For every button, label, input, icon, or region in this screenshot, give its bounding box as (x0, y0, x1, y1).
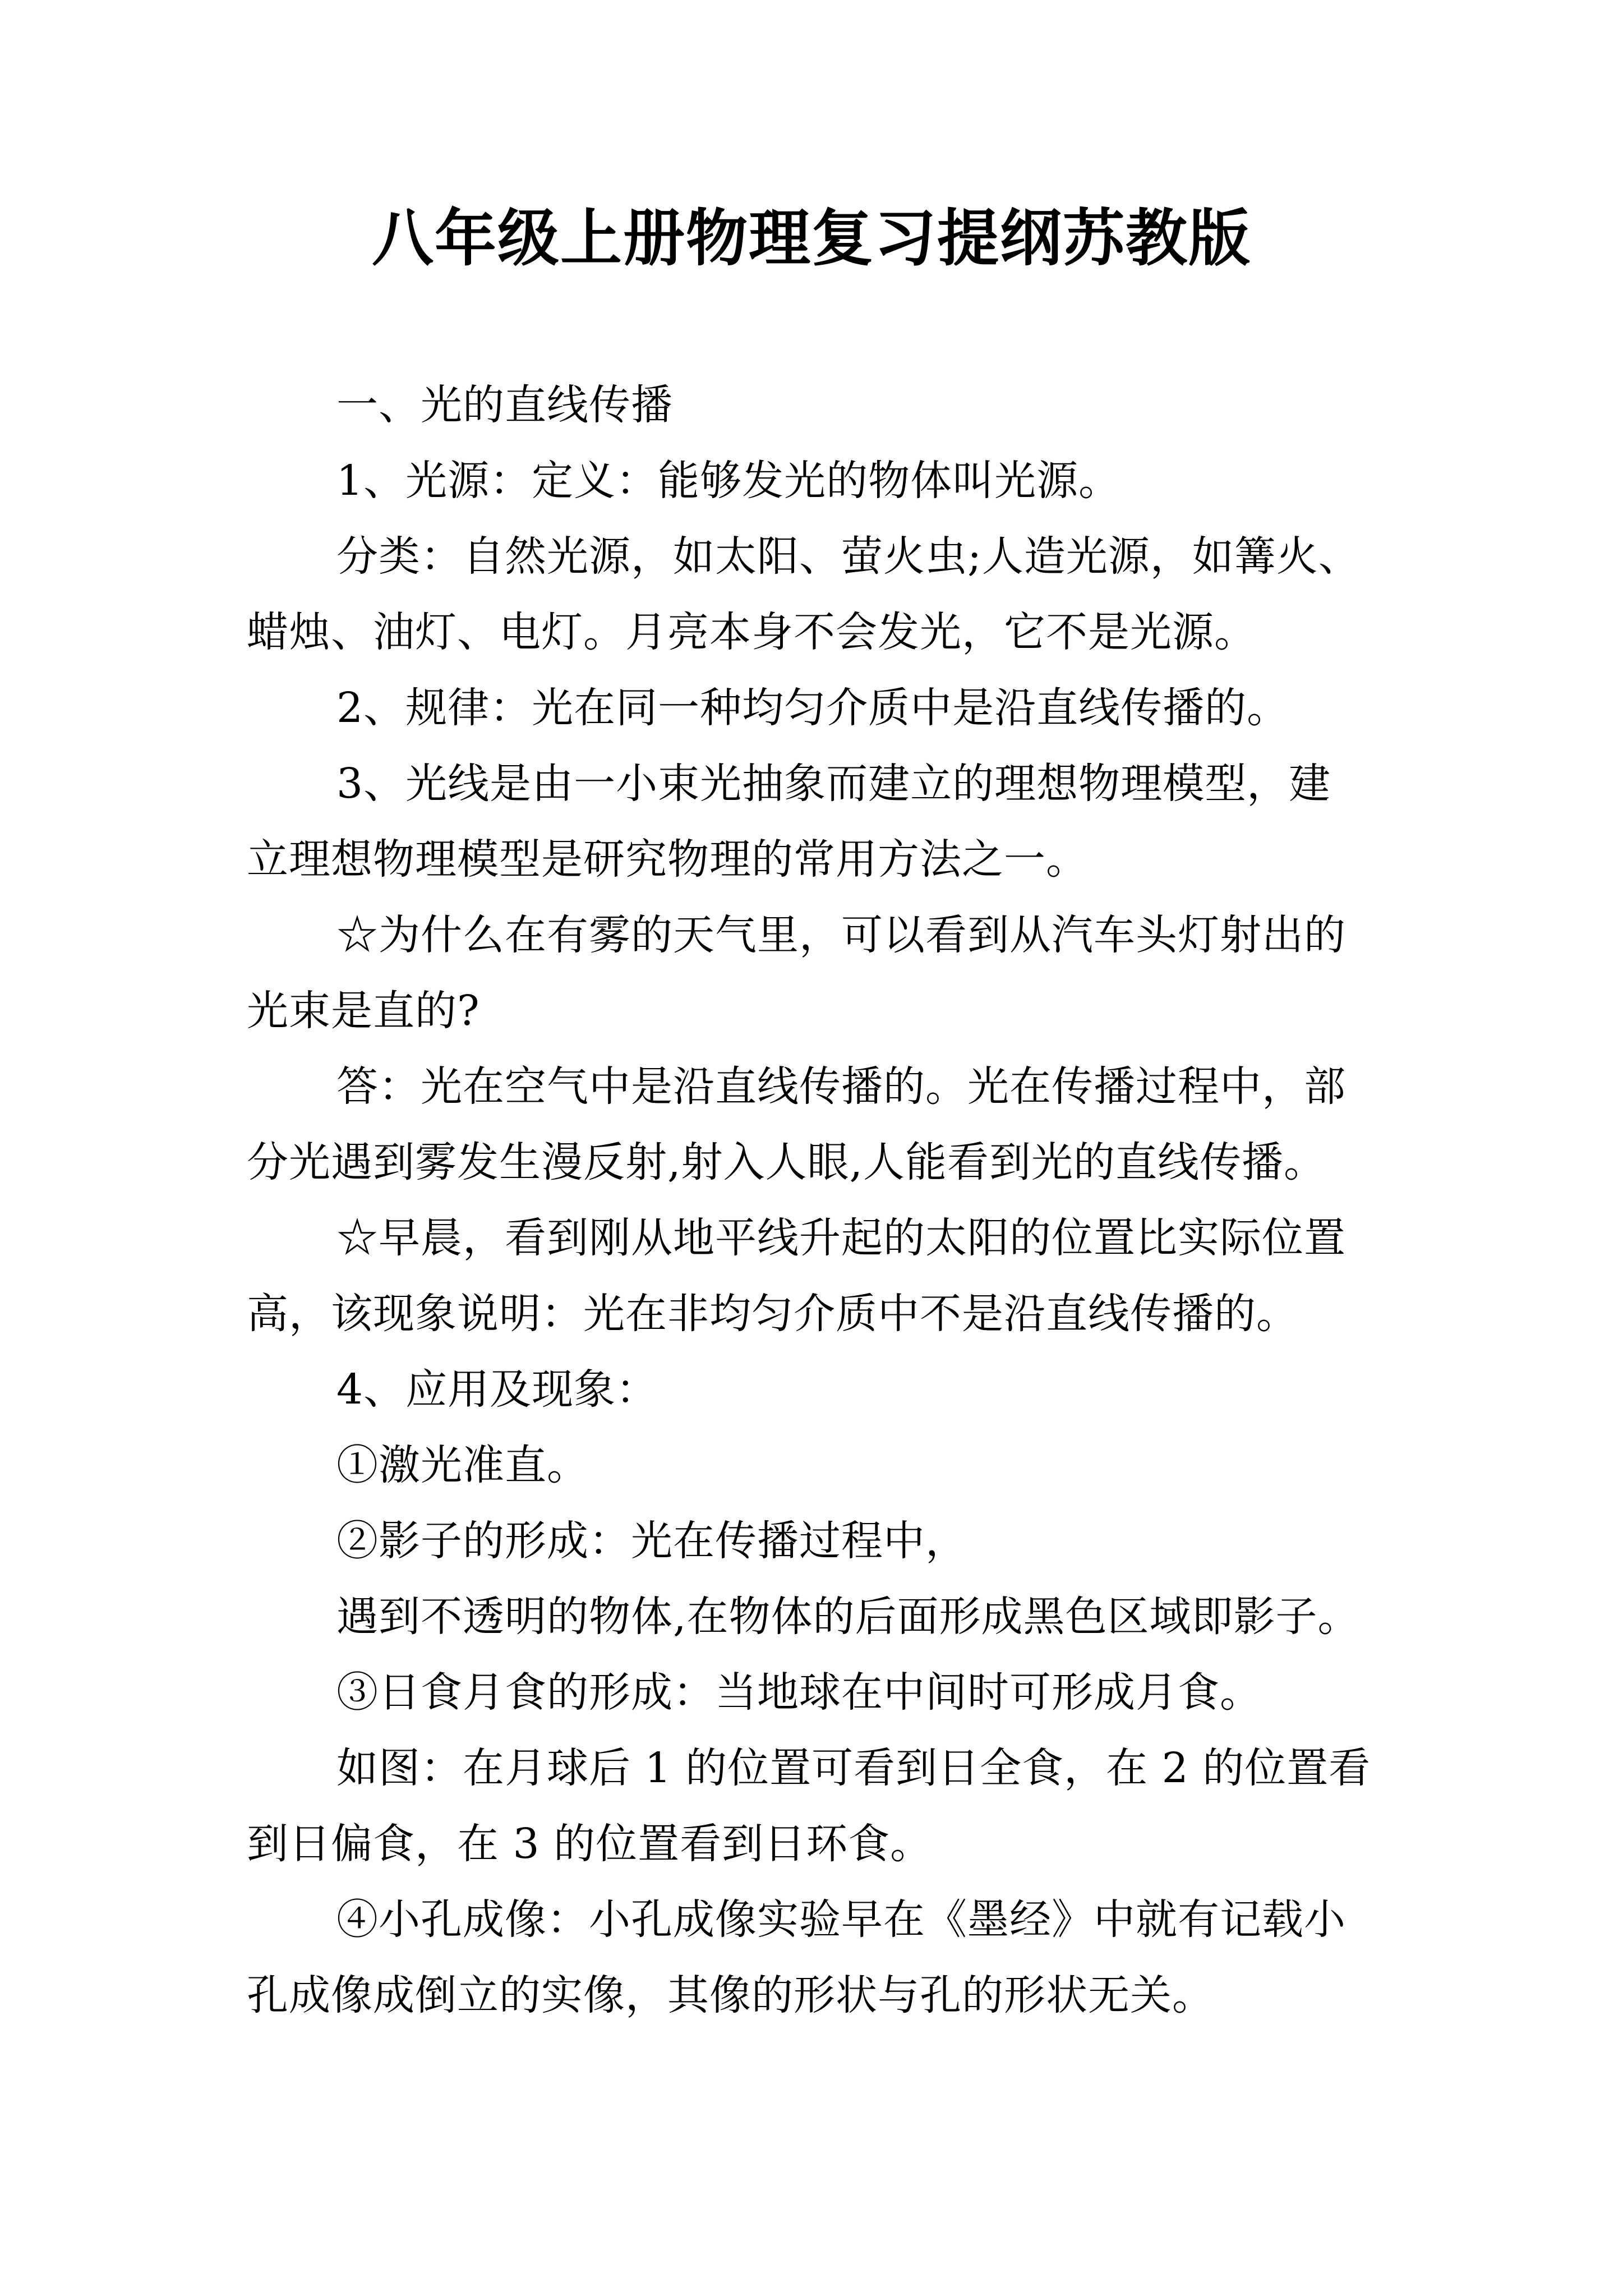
paragraph-line: 到日偏食，在 3 的位置看到日环食。 (247, 1820, 933, 1868)
question-line: ☆早晨，看到刚从地平线升起的太阳的位置比实际位置 (336, 1214, 1346, 1262)
section-heading: 一、光的直线传播 (336, 381, 673, 429)
paragraph-line: 2、规律：光在同一种均匀介质中是沿直线传播的。 (336, 684, 1289, 732)
list-item: ③日食月食的形成：当地球在中间时可形成月食。 (336, 1668, 1262, 1717)
paragraph-line: 立理想物理模型是研究物理的常用方法之一。 (247, 835, 1088, 884)
answer-line: 答：光在空气中是沿直线传播的。光在传播过程中，部 (336, 1062, 1346, 1111)
document-body (247, 367, 1391, 2033)
page-title: 八年级上册物理复习提纲苏教版 (372, 203, 1251, 274)
list-item: ②影子的形成：光在传播过程中， (336, 1517, 967, 1565)
question-line: 光束是直的? (247, 987, 480, 1035)
list-item: ①激光准直。 (336, 1441, 589, 1489)
paragraph-line: 分类：自然光源，如太阳、萤火虫;人造光源，如篝火、 (336, 532, 1361, 581)
paragraph-line: 1、光源：定义：能够发光的物体叫光源。 (336, 457, 1121, 505)
paragraph-line: 4、应用及现象： (336, 1365, 658, 1414)
list-item: 遇到不透明的物体,在物体的后面形成黑色区域即影子。 (336, 1593, 1360, 1641)
paragraph-line: 3、光线是由一小束光抽象而建立的理想物理模型，建 (336, 760, 1331, 808)
question-line: ☆为什么在有雾的天气里，可以看到从汽车头灯射出的 (336, 911, 1346, 959)
answer-line: 分光遇到雾发生漫反射,射入人眼,人能看到光的直线传播。 (247, 1138, 1326, 1186)
paragraph-line: 如图：在月球后 1 的位置可看到日全食，在 2 的位置看 (336, 1744, 1371, 1792)
question-line: 高，该现象说明：光在非均匀介质中不是沿直线传播的。 (247, 1290, 1298, 1338)
paragraph-line: 蜡烛、油灯、电灯。月亮本身不会发光，它不是光源。 (247, 608, 1256, 656)
paragraph-line: 孔成像成倒立的实像，其像的形状与孔的形状无关。 (247, 1971, 1214, 2019)
list-item: ④小孔成像：小孔成像实验早在《墨经》中就有记载小 (336, 1895, 1346, 1944)
